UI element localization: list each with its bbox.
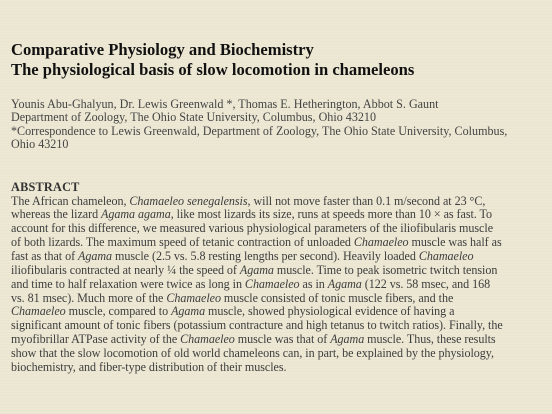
- author-affiliation: Department of Zoology, The Ohio State University, Columbus, Ohio 43210: [11, 110, 377, 125]
- paper-title: The physiological basis of slow locomotion in chameleons: [11, 60, 415, 79]
- abstract-text: fast as that of: [11, 248, 79, 263]
- species-name: Chamaeleo: [244, 276, 300, 291]
- abstract-text: iliofibularis contracted at nearly ¼ the speed of: [11, 262, 240, 277]
- abstract-text: muscle. Time to peak isometric twitch tension: [273, 262, 498, 277]
- abstract-line: [11, 333, 548, 347]
- abstract-line: [11, 250, 548, 264]
- abstract-text: muscle, compared to: [65, 304, 172, 319]
- species-name: Chamaeleo: [11, 304, 66, 319]
- abstract-text: as in: [299, 276, 328, 291]
- correspondence-line-1: *Correspondence to Lewis Greenwald, Department of Zoology, The Ohio State University, Columbus,: [11, 123, 508, 138]
- abstract-section: [11, 181, 548, 375]
- journal-title: Comparative Physiology and Biochemistry: [11, 40, 314, 59]
- abstract-text: myofibrillar ATPase activity of the: [11, 332, 181, 347]
- abstract-line: [11, 292, 548, 306]
- abstract-line: [11, 222, 548, 236]
- abstract-text: muscle was that of: [234, 332, 331, 347]
- abstract-line: [11, 319, 548, 333]
- abstract-text: , will not move faster than 0.1 m/second at 23 °C,: [247, 193, 486, 208]
- abstract-text: show that the slow locomotion of old world chameleons can, in part, be explained by the physiology,: [11, 345, 494, 360]
- species-name: Chamaeleo: [418, 248, 474, 263]
- abstract-line: [11, 305, 548, 319]
- abstract-body: [11, 195, 548, 375]
- correspondence-line-2: Ohio 43210: [11, 137, 69, 152]
- species-name: Agama: [330, 332, 365, 347]
- abstract-text: muscle was half as: [408, 235, 502, 250]
- abstract-text: muscle, showed physiological evidence of having a: [205, 304, 455, 319]
- abstract-text: muscle (2.5 vs. 5.8 resting lengths per second). Heavily loaded: [112, 248, 419, 263]
- species-name: Agama: [239, 262, 274, 277]
- abstract-line: [11, 236, 548, 250]
- abstract-text: of both lizards. The maximum speed of tetanic contraction of unloaded: [11, 235, 354, 250]
- species-name: Agama: [78, 248, 113, 263]
- abstract-line: [11, 195, 548, 209]
- title-block: [11, 40, 546, 80]
- abstract-text: The African chameleon,: [11, 193, 130, 208]
- abstract-line: [11, 264, 548, 278]
- abstract-text: account for this difference, we measured various physiological parameters of the iliofibularis muscle: [11, 221, 494, 236]
- abstract-line: [11, 208, 548, 222]
- author-block: [11, 98, 546, 152]
- species-name: Chamaeleo: [166, 290, 221, 305]
- species-name: Chamaeleo: [180, 332, 235, 347]
- abstract-text: muscle. Thus, these results: [364, 332, 496, 347]
- abstract-heading: ABSTRACT: [11, 180, 80, 194]
- abstract-line: [11, 347, 548, 361]
- species-name: Chamaeleo senegalensis: [129, 193, 248, 208]
- abstract-line: [11, 361, 548, 375]
- species-name: Chamaeleo: [353, 235, 409, 250]
- abstract-text: biochemistry, and fiber-type distribution of their muscles.: [11, 359, 287, 374]
- species-name: Agama: [327, 276, 362, 291]
- species-name: Agama: [171, 304, 206, 319]
- abstract-text: significant amount of tonic fibers (potassium contracture and high tetanus to twitch ratios). Finally, the: [11, 318, 503, 333]
- abstract-text: vs. 81 msec). Much more of the: [11, 290, 167, 305]
- abstract-line: [11, 278, 548, 292]
- abstract-text: , like most lizards its size, runs at speeds more than 10 × as fast. To: [170, 207, 492, 222]
- abstract-text: muscle consisted of tonic muscle fibers, and the: [220, 290, 454, 305]
- abstract-text: and time to half relaxation were twice as long in: [11, 276, 245, 291]
- abstract-text: (122 vs. 58 msec, and 168: [361, 276, 491, 291]
- abstract-text: whereas the lizard: [11, 207, 102, 222]
- species-name: Agama agama: [101, 207, 171, 222]
- author-names: Younis Abu-Ghalyun, Dr. Lewis Greenwald *, Thomas E. Hetherington, Abbot S. Gaunt: [11, 97, 439, 111]
